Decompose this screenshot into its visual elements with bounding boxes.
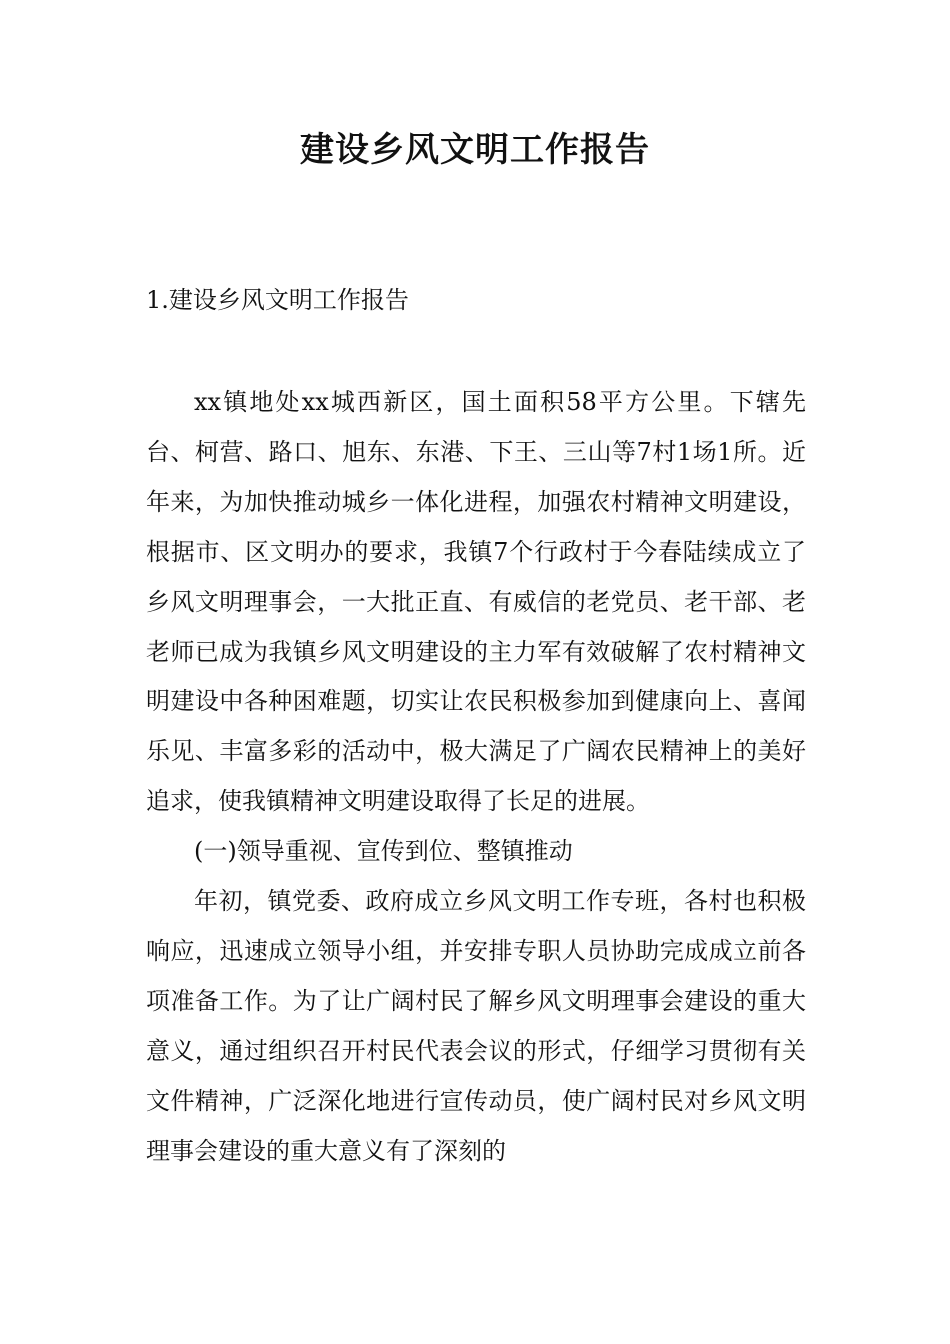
subsection-heading: (一)领导重视、宣传到位、整镇推动: [194, 837, 573, 866]
document-body: [146, 378, 806, 1177]
section-heading: 1.建设乡风文明工作报告: [146, 286, 409, 314]
paragraph-intro: xx镇地处xx城西新区，国土面积58平方公里。下辖先台、柯营、路口、旭东、东港、下王、三山等7村1场1所。近年来，为加快推动城乡一体化进程，加强农村精神文明建设，根据市、区文明办的要求，我镇7个行政村于今春陆续成立了乡风文明理事会，一大批正直、有威信的老党员、老干部、老老师已成为我镇乡风文明建设的主力军有效破解了农村精神文明建设中各种困难题，切实让农民积极参加到健康向上、喜闻乐见、丰富多彩的活动中，极大满足了广阔农民精神上的美好追求，使我镇精神文明建设取得了长足的进展。: [146, 388, 806, 816]
document-title: 建设乡风文明工作报告: [300, 130, 650, 170]
paragraph-leadership: 年初，镇党委、政府成立乡风文明工作专班，各村也积极响应，迅速成立领导小组，并安排专职人员协助完成成立前各项准备工作。为了让广阔村民了解乡风文明理事会建设的重大意义，通过组织召开村民代表会议的形式，仔细学习贯彻有关文件精神，广泛深化地进行宣传动员，使广阔村民对乡风文明理事会建设的重大意义有了深刻的: [146, 887, 806, 1165]
